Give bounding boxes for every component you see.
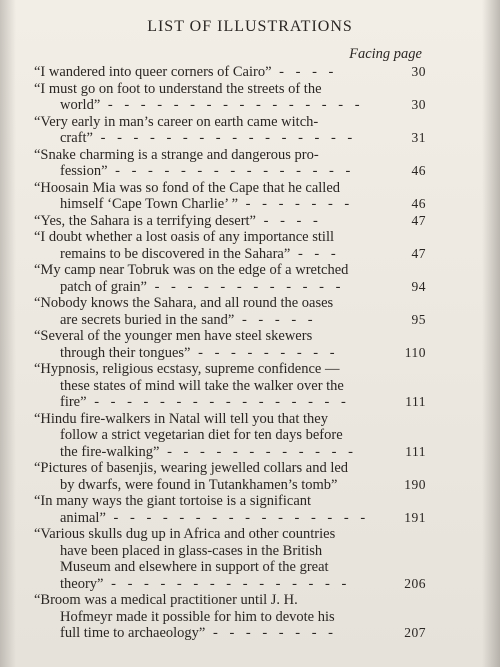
caption-text: “I wandered into queer corners of Cairo” bbox=[34, 64, 272, 80]
caption-line bbox=[34, 81, 380, 98]
illustration-entry bbox=[34, 229, 426, 262]
caption-line bbox=[34, 97, 380, 114]
facing-page-number: 46 bbox=[411, 196, 426, 211]
caption-line bbox=[34, 130, 380, 147]
caption-text: “Very early in man’s career on earth came witch- bbox=[34, 113, 319, 130]
facing-page-number: 46 bbox=[411, 163, 426, 178]
caption-line bbox=[34, 411, 380, 428]
illustration-entry bbox=[34, 262, 426, 295]
facing-page-number: 31 bbox=[411, 130, 426, 145]
caption-text: “Hindu fire-walkers in Natal will tell you that they bbox=[34, 410, 328, 427]
caption-text: “Snake charming is a strange and dangerous pro- bbox=[34, 146, 319, 163]
facing-page-number: 206 bbox=[404, 575, 426, 591]
illustration-entry bbox=[34, 411, 426, 461]
dot-leader: - - - - - - - - - - - - - - - - bbox=[93, 130, 357, 146]
facing-page-number: 111 bbox=[405, 394, 426, 409]
illustration-entry bbox=[34, 114, 426, 147]
caption-text: Hofmeyr made it possible for him to devote his bbox=[60, 608, 335, 625]
caption-text: “My camp near Tobruk was on the edge of a wretched bbox=[34, 262, 349, 278]
caption-text: the fire-walking” bbox=[60, 443, 160, 460]
illustration-entry bbox=[34, 328, 426, 361]
facing-page-number: 190 bbox=[404, 476, 426, 492]
dot-leader: - - - - - - - - - bbox=[190, 344, 339, 361]
caption-text: “Nobody knows the Sahara, and all round the oases bbox=[34, 295, 334, 311]
caption-line bbox=[34, 213, 380, 230]
caption-text: through their tongues” bbox=[60, 344, 191, 361]
caption-text: “Several of the younger men have steel skewers bbox=[34, 328, 313, 344]
caption-line bbox=[34, 180, 380, 197]
caption-text: are secrets buried in the sand” bbox=[60, 311, 235, 328]
caption-line bbox=[34, 147, 380, 164]
facing-page-number: 191 bbox=[404, 509, 426, 525]
dot-leader: - - - - - - - - - - - - - - - bbox=[107, 163, 355, 179]
caption-line bbox=[34, 625, 380, 642]
caption-text: himself ‘Cape Town Charlie’ ” bbox=[60, 196, 239, 212]
dot-leader: - - - - - - - - - - - - - - - - bbox=[86, 394, 350, 410]
dot-leader: - - - - - - - - bbox=[205, 625, 337, 641]
caption-line bbox=[34, 262, 380, 279]
caption-text: theory” bbox=[60, 575, 104, 592]
caption-text: remains to be discovered in the Sahara” bbox=[60, 245, 291, 262]
caption-text: “I must go on foot to understand the streets of the bbox=[34, 80, 322, 97]
facing-page-number: 95 bbox=[411, 311, 426, 327]
caption-line bbox=[34, 427, 380, 444]
caption-text: animal” bbox=[60, 509, 106, 526]
caption-line bbox=[34, 526, 380, 543]
facing-page-number: 110 bbox=[404, 344, 426, 360]
caption-line bbox=[34, 246, 380, 263]
caption-text: “In many ways the giant tortoise is a significant bbox=[34, 493, 312, 509]
caption-text: “Various skulls dug up in Africa and other countries bbox=[34, 526, 336, 542]
facing-page-number: 47 bbox=[411, 245, 426, 261]
caption-line bbox=[34, 312, 380, 329]
dot-leader: - - - - - bbox=[234, 311, 317, 328]
facing-page-number: 47 bbox=[411, 212, 426, 228]
caption-text: “Pictures of basenjis, wearing jewelled collars and led bbox=[34, 460, 349, 476]
dot-leader: - - - - - - - - - - - - - - - bbox=[103, 575, 351, 592]
illustration-entry bbox=[34, 592, 426, 642]
illustration-entry bbox=[34, 361, 426, 411]
caption-line bbox=[34, 345, 380, 362]
caption-line bbox=[34, 279, 380, 296]
caption-text: fession” bbox=[60, 163, 108, 179]
illustration-entry bbox=[34, 460, 426, 493]
caption-line bbox=[34, 64, 380, 81]
caption-text: full time to archaeology” bbox=[60, 625, 206, 641]
illustration-entry bbox=[34, 81, 426, 114]
caption-line bbox=[34, 114, 380, 131]
caption-line bbox=[34, 444, 380, 461]
illustration-entry bbox=[34, 295, 426, 328]
caption-line bbox=[34, 328, 380, 345]
caption-text: by dwarfs, were found in Tutankhamen’s tomb” bbox=[60, 476, 338, 493]
caption-line bbox=[34, 543, 380, 560]
caption-text: patch of grain” bbox=[60, 278, 147, 295]
illustration-entry bbox=[34, 526, 426, 592]
caption-text: world” bbox=[60, 97, 101, 113]
caption-text: “Yes, the Sahara is a terrifying desert” bbox=[34, 212, 256, 229]
caption-line bbox=[34, 559, 380, 576]
caption-line bbox=[34, 378, 380, 395]
caption-line bbox=[34, 576, 380, 593]
illustration-entry bbox=[34, 493, 426, 526]
caption-line bbox=[34, 510, 380, 527]
caption-text: “I doubt whether a lost oasis of any importance still bbox=[34, 229, 334, 245]
facing-page-number: 207 bbox=[404, 625, 426, 640]
facing-page-number: 30 bbox=[411, 64, 426, 79]
caption-text: “Broom was a medical practitioner until J. H. bbox=[34, 592, 298, 608]
dot-leader: - - - - - - - - - - - - - - - - bbox=[100, 97, 364, 113]
page-title: LIST OF ILLUSTRATIONS bbox=[147, 18, 353, 35]
caption-line bbox=[34, 493, 380, 510]
illustration-entry bbox=[34, 64, 426, 81]
dot-leader: - - - bbox=[290, 245, 340, 262]
dot-leader: - - - - - - - bbox=[238, 196, 354, 212]
caption-line bbox=[34, 163, 380, 180]
caption-line bbox=[34, 460, 380, 477]
facing-page-number: 30 bbox=[411, 97, 426, 112]
caption-line bbox=[34, 361, 380, 378]
illustration-entry bbox=[34, 180, 426, 213]
caption-line bbox=[34, 394, 380, 411]
caption-line bbox=[34, 592, 380, 609]
caption-line bbox=[34, 609, 380, 626]
caption-text: “Hypnosis, religious ecstasy, supreme confidence — bbox=[34, 361, 340, 377]
caption-text: “Hoosain Mia was so fond of the Cape that he called bbox=[34, 179, 341, 196]
caption-text: Museum and elsewhere in support of the great bbox=[60, 559, 329, 575]
facing-page-number: 94 bbox=[411, 278, 426, 294]
illustrations-list bbox=[34, 64, 426, 642]
caption-text: have been placed in glass-cases in the British bbox=[60, 542, 323, 559]
facing-page-label: Facing page bbox=[349, 46, 422, 62]
caption-line bbox=[34, 229, 380, 246]
caption-line bbox=[34, 477, 380, 494]
dot-leader: - - - - bbox=[271, 64, 338, 80]
caption-text: craft” bbox=[60, 130, 93, 146]
dot-leader: - - - - - - - - - - - - - - - - bbox=[105, 509, 370, 526]
facing-page-number: 111 bbox=[405, 443, 426, 459]
dot-leader: - - - - bbox=[256, 212, 322, 229]
caption-line bbox=[34, 196, 380, 213]
illustration-entry bbox=[34, 147, 426, 180]
caption-text: follow a strict vegetarian diet for ten days before bbox=[60, 427, 343, 443]
illustration-entry bbox=[34, 213, 426, 230]
caption-line bbox=[34, 295, 380, 312]
page-edge-shadow bbox=[482, 0, 500, 667]
page-gutter-shadow bbox=[0, 0, 16, 667]
dot-leader: - - - - - - - - - - - - bbox=[159, 443, 357, 460]
dot-leader: - - - - - - - - - - - - bbox=[146, 278, 345, 295]
caption-text: fire” bbox=[60, 394, 87, 410]
caption-text: these states of mind will take the walker over the bbox=[60, 377, 344, 394]
